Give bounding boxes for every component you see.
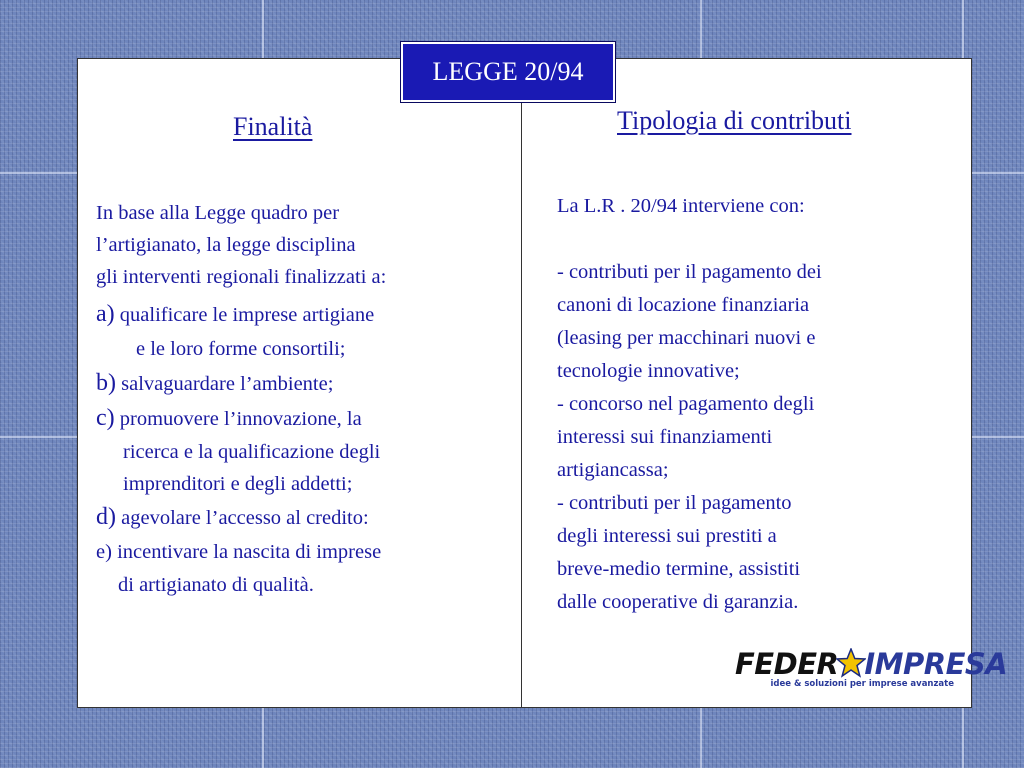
intro-line: In base alla Legge quadro per [96, 202, 340, 224]
list-item-c [96, 401, 516, 436]
text-line: (leasing per macchinari nuovi e [557, 327, 816, 349]
text-line: breve-medio termine, assistiti [557, 558, 801, 580]
list-text: incentivare la nascita di imprese [117, 541, 382, 563]
list-text: salvaguardare l’ambiente; [121, 373, 334, 395]
text-line: degli interessi sui prestiti a [557, 525, 777, 547]
logo-part-impresa: IMPRESA [864, 647, 1008, 681]
finalita-text [96, 197, 516, 601]
text-line: interessi sui finanziamenti [557, 426, 773, 448]
text-line: - contributi per il pagamento dei [557, 261, 822, 283]
text-line: - contributi per il pagamento [557, 492, 792, 514]
intro-line: gli interventi regionali finalizzati a: [96, 266, 387, 288]
tipologia-text [557, 190, 957, 619]
list-text: promuovere l’innovazione, la [119, 408, 362, 430]
list-letter: a) [96, 301, 115, 327]
list-item-b [96, 366, 516, 401]
list-item-continuation: di artigianato di qualità. [118, 574, 314, 596]
list-letter: b) [96, 370, 116, 396]
list-item-e [96, 535, 516, 569]
intro-line: La L.R . 20/94 interviene con: [557, 195, 805, 217]
tipologia-heading: Tipologia di contributi [617, 106, 852, 135]
list-letter: d) [96, 504, 116, 530]
column-divider [521, 59, 522, 707]
list-item-continuation: e le loro forme consortili; [136, 338, 346, 360]
spacer [557, 223, 957, 256]
federimpresa-logo [735, 646, 1008, 694]
list-item-continuation: ricerca e la qualificazione degli [123, 441, 381, 463]
list-item-d [96, 500, 516, 535]
list-letter: e) [96, 541, 112, 563]
list-text: agevolare l’accesso al credito: [121, 507, 369, 529]
logo-part-feder: FEDER [735, 647, 839, 681]
list-item-a [96, 297, 516, 332]
intro-line: l’artigianato, la legge disciplina [96, 234, 356, 256]
text-line: artigiancassa; [557, 459, 669, 481]
text-line: dalle cooperative di garanzia. [557, 591, 799, 613]
list-letter: c) [96, 405, 115, 431]
text-line: - concorso nel pagamento degli [557, 393, 815, 415]
list-item-continuation: imprenditori e degli addetti; [123, 473, 353, 495]
text-line: tecnologie innovative; [557, 360, 740, 382]
page-title: LEGGE 20/94 [401, 42, 615, 102]
logo-tagline: idee & soluzioni per imprese avanzate [770, 679, 954, 689]
text-line: canoni di locazione finanziaria [557, 294, 810, 316]
list-text: qualificare le imprese artigiane [119, 304, 375, 326]
finalita-heading: Finalità [233, 112, 313, 141]
